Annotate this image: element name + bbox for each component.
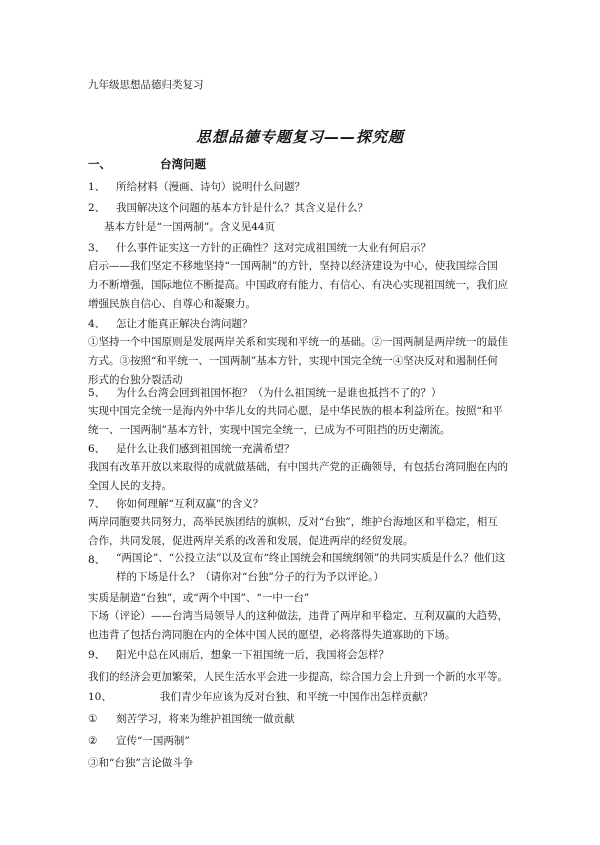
section-label: 台湾问题	[160, 157, 206, 171]
answer-paragraph: 我国有改革开放以来取得的成就做基础，有中国共产党的正确领导，有包括台湾同胞在内的全国人民的支持。	[88, 461, 508, 492]
question-text: 我国解决这个问题的基本方针是什么？其含义是什么？	[116, 202, 368, 214]
answer-text: 刻苦学习，将来为维护祖国统一做贡献	[116, 713, 295, 725]
question-number: 1、	[88, 181, 106, 193]
answer-marker: ②	[88, 735, 98, 747]
document-header: 九年级思想品德归类复习	[88, 79, 204, 91]
answer-paragraph: 下场（评论）——台湾当局领导人的这种做法，违背了两岸和平稳定、互利双赢的大趋势，也违背了包括台湾同胞在内的全体中国人民的愿望，必将落得失道寡助的下场。	[88, 610, 508, 641]
question-number: 9、	[88, 649, 106, 661]
question-number: 3、	[88, 242, 106, 254]
question-number: 8、	[88, 554, 106, 566]
question-number: 5、	[88, 387, 106, 399]
question-text: 阳光中总在风雨后，想象一下祖国统一后，我国将会怎样？	[116, 649, 389, 661]
answer-text: 基本方针是“一国两制”。含义见44页	[104, 221, 276, 233]
page-title: 思想品德专题复习——探究题	[195, 128, 404, 146]
question-number: 6、	[88, 443, 106, 455]
question-text: 怎让才能真正解决台湾问题？	[116, 318, 253, 330]
question-text: 所给材料（漫画、诗句）说明什么问题？	[116, 181, 305, 193]
question-number: 7、	[88, 498, 106, 510]
answer-paragraph: 实现中国完全统一是海内外中华儿女的共同心愿，是中华民族的根本利益所在。按照“和平统一、一国两制”基本方针，实现中国完全统一，已成为不可阻挡的历史潮流。	[88, 405, 503, 436]
question-text: “两国论”、“公投立法”以及宣布“终止国统会和国统纲领”的共同实质是什么？他们这样的下场是什么？（请你对“台独”分子的行为予以评论。）	[116, 552, 506, 583]
question-number: 4、	[88, 318, 106, 330]
answer-marker: ①	[88, 713, 98, 725]
question-text: 为什么台湾会回到祖国怀抱？（为什么祖国统一是谁也抵挡不了的？）	[116, 387, 442, 399]
answer-paragraph: 两岸同胞要共同努力，高举民族团结的旗帜，反对“台独”，维护台海地区和平稳定，相互合作，共同发展，促进两岸关系的改善和发展，促进两岸的经贸发展。	[88, 516, 498, 547]
answer-paragraph: 启示——我们坚定不移地坚持“一国两制”的方针，坚持以经济建设为中心，使我国综合国力不断增强，国际地位不断提高。中国政府有能力、有信心、有决心实现祖国统一，我们应增强民族自信心、自尊心和凝聚力。	[88, 260, 508, 310]
question-text: 你如何理解“互利双赢”的含义？	[116, 498, 264, 510]
question-number: 2、	[88, 202, 106, 214]
answer-text: 实质是制造“台独”，或“两个中国”、“一中一台”	[88, 592, 310, 604]
question-text: 是什么让我们感到祖国统一充满希望？	[116, 443, 295, 455]
answer-paragraph: ①坚持一个中国原则是发展两岸关系和实现和平统一的基础。②一国两制是两岸统一的最佳方式。③按照“和平统一、一国两制”基本方针，实现中国完全统一④坚决反对和遏制任何形式的台独分裂活动	[88, 336, 508, 386]
answer-text: 宣传“一国两制”	[116, 735, 190, 747]
answer-text: 我们的经济会更加繁荣，人民生活水平会进一步提高，综合国力会上升到一个新的水平等。	[88, 671, 508, 683]
answer-text: ③和“台独”言论做斗争	[88, 757, 194, 769]
section-number: 一、	[88, 157, 111, 171]
question-number: 10、	[88, 691, 112, 703]
question-text: 我们青少年应该为反对台独、和平统一中国作出怎样贡献？	[160, 691, 433, 703]
question-text: 什么事件证实这一方针的正确性？这对完成祖国统一大业有何启示？	[116, 242, 431, 254]
